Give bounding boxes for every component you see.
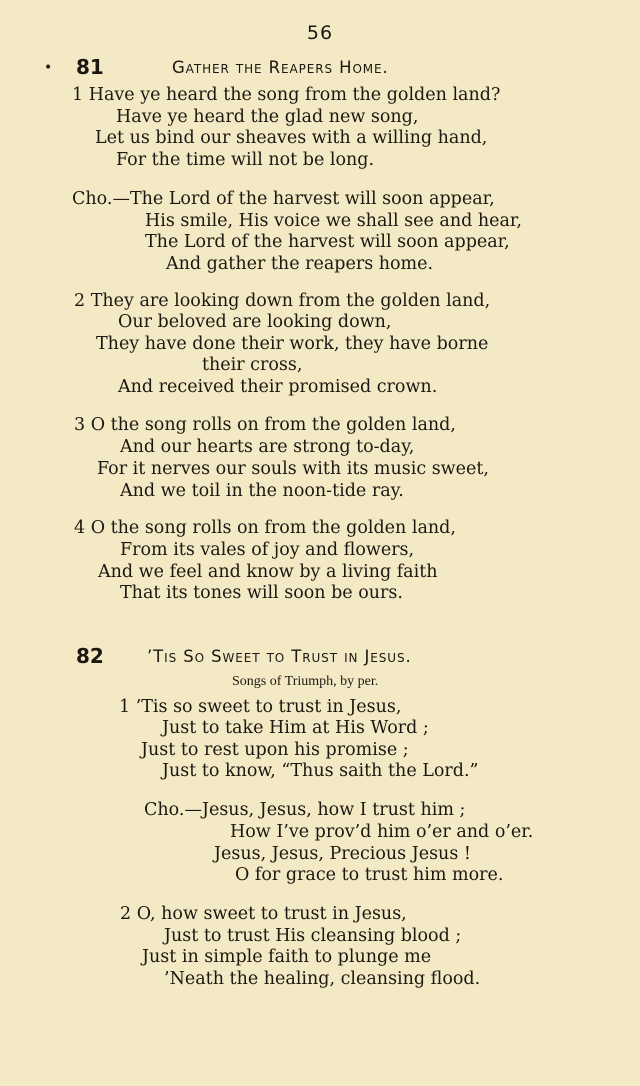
hymn-81-chorus-line-3: The Lord of the harvest will soon appear,: [145, 232, 510, 252]
hymn-81-chorus-line-4: And gather the reapers home.: [166, 254, 434, 274]
hymn-82-chorus-line-4: O for grace to trust him more.: [235, 865, 504, 885]
hymn-81-stanza-4-line-3: And we feel and know by a living faith: [98, 562, 438, 582]
hymn-81-stanza-4-line-1: 4 O the song rolls on from the golden land,: [74, 518, 456, 538]
hymn-81-stanza-3-line-1: 3 O the song rolls on from the golden land,: [74, 415, 456, 435]
hymn-81-number: 81: [76, 55, 104, 79]
hymn-81-stanza-3-line-4: And we toil in the noon-tide ray.: [120, 481, 404, 501]
hymn-82-stanza-2-line-4: ’Neath the healing, cleansing flood.: [164, 969, 481, 989]
hymn-81-stanza-1-line-3: Let us bind our sheaves with a willing hand,: [95, 128, 488, 148]
hymn-81-title: Gather the Reapers Home.: [172, 58, 389, 77]
hymn-81-chorus-line-2: His smile, His voice we shall see and hear,: [145, 211, 522, 231]
hymn-82-stanza-1-line-2: Just to take Him at His Word ;: [162, 718, 429, 738]
hymn-81-stanza-4-line-4: That its tones will soon be ours.: [120, 583, 403, 603]
hymn-81-stanza-2-line-3: They have done their work, they have borne: [96, 334, 489, 354]
hymn-81-stanza-1-line-4: For the time will not be long.: [116, 150, 375, 170]
margin-dot: •: [44, 60, 53, 76]
hymn-82-attribution: Songs of Triumph, by per.: [232, 674, 379, 689]
hymn-82-number: 82: [76, 644, 104, 668]
hymn-82-chorus-line-3: Jesus, Jesus, Precious Jesus !: [214, 844, 471, 864]
hymn-81-stanza-1-line-1: 1 Have ye heard the song from the golden land?: [72, 85, 501, 105]
hymn-81-stanza-2-line-1: 2 They are looking down from the golden land,: [74, 291, 491, 311]
hymn-82-stanza-1-line-3: Just to rest upon his promise ;: [141, 740, 409, 760]
hymn-81-stanza-1-line-2: Have ye heard the glad new song,: [116, 107, 419, 127]
hymn-81-stanza-3-line-2: And our hearts are strong to-day,: [120, 437, 415, 457]
hymn-82-chorus-line-2: How I’ve prov’d him o’er and o’er.: [230, 822, 534, 842]
hymn-82-title: ’Tis So Sweet to Trust in Jesus.: [147, 647, 412, 666]
hymn-81-stanza-2-line-2: Our beloved are looking down,: [118, 312, 392, 332]
hymn-82-stanza-1-line-1: 1 ’Tis so sweet to trust in Jesus,: [119, 697, 402, 717]
hymn-81-stanza-2-line-4: their cross,: [202, 355, 303, 375]
hymn-81-stanza-2-line-5: And received their promised crown.: [118, 377, 438, 397]
hymn-81-stanza-3-line-3: For it nerves our souls with its music sweet,: [97, 459, 489, 479]
page-number: 56: [306, 22, 334, 44]
hymn-82-stanza-2-line-2: Just to trust His cleansing blood ;: [164, 926, 462, 946]
hymn-82-stanza-2-line-3: Just in simple faith to plunge me: [142, 947, 432, 967]
hymn-81-stanza-4-line-2: From its vales of joy and flowers,: [120, 540, 415, 560]
hymn-81-chorus-line-1: Cho.—The Lord of the harvest will soon appear,: [72, 189, 495, 209]
hymn-82-stanza-1-line-4: Just to know, “Thus saith the Lord.”: [162, 761, 479, 781]
hymn-82-stanza-2-line-1: 2 O, how sweet to trust in Jesus,: [120, 904, 407, 924]
hymn-82-chorus-line-1: Cho.—Jesus, Jesus, how I trust him ;: [144, 800, 466, 820]
